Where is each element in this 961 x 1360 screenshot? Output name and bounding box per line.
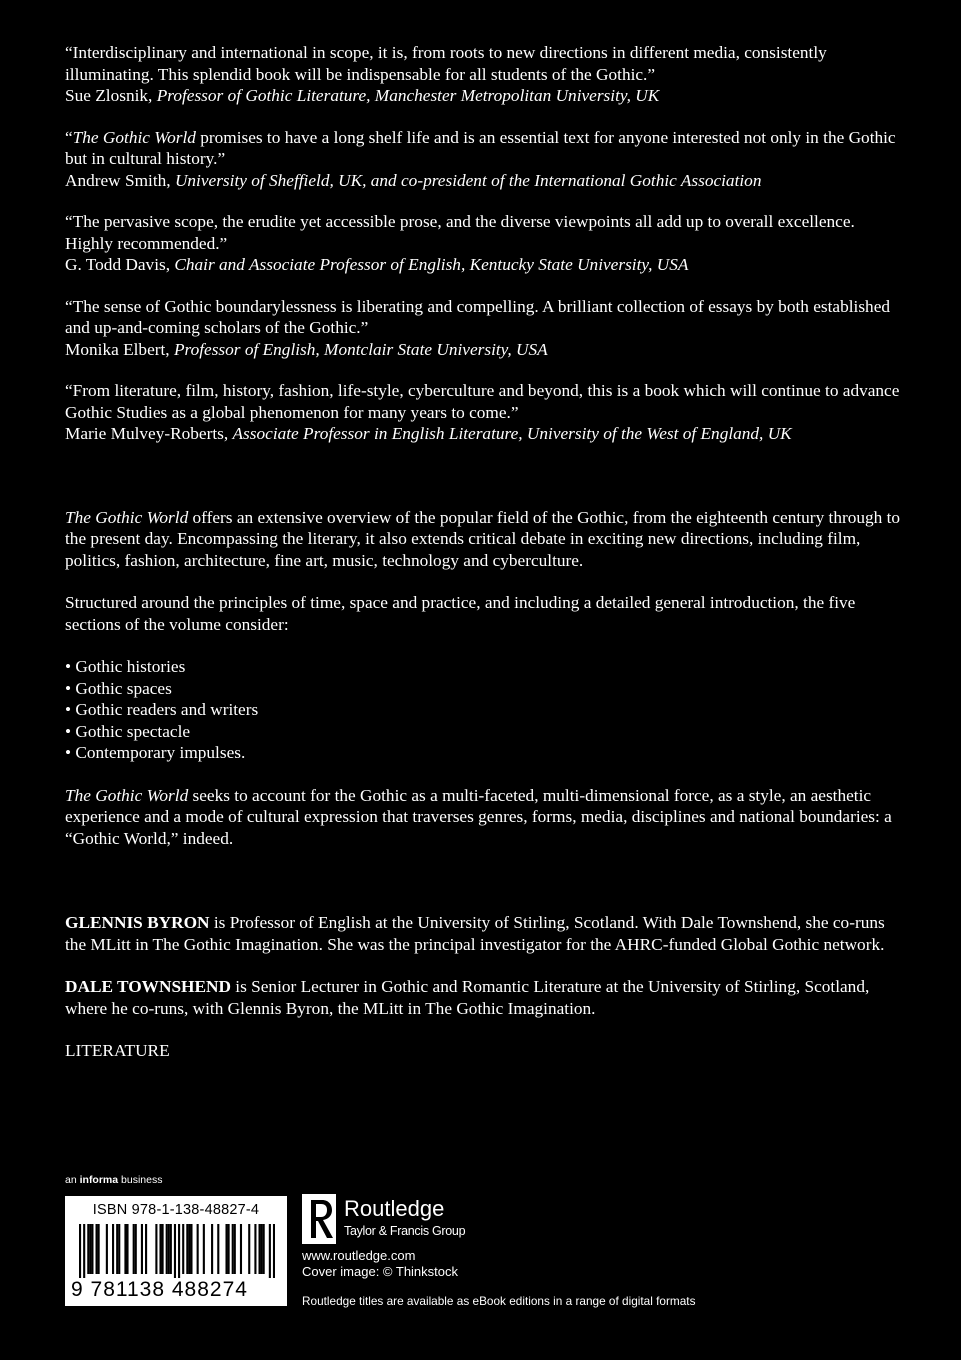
barcode-bar: [228, 1224, 230, 1274]
endorsement-attribution: [65, 254, 905, 276]
bio-text: is Professor of English at the University of Stirling, Scotland. With Dale Townshend, she co-runs the MLitt in The Gothic Imagination. She was the principal investigator for the AHRC-funded Global Gothic network.: [65, 913, 885, 954]
barcode-bar: [91, 1224, 93, 1274]
endorser-affiliation: Professor of English, Montclair State University, USA: [173, 339, 548, 359]
endorsements: [65, 42, 905, 445]
barcode-bar: [79, 1224, 81, 1278]
barcode-bar: [83, 1224, 85, 1278]
description-text: seeks to account for the Gothic as a multi-faceted, multi-dimensional force, as a style, an aesthetic experience and a mode of cultural expression that traverses genres, forms, media, disciplines and national boundaries: a “Gothic World,” indeed.: [65, 785, 892, 848]
barcode-bar: [124, 1224, 126, 1274]
barcode-bar: [162, 1224, 164, 1274]
barcode-bar: [89, 1224, 91, 1274]
barcode-bar: [174, 1224, 176, 1278]
endorser-affiliation: University of Sheffield, UK, and co-president of the International Gothic Association: [174, 170, 762, 190]
book-title-italic: The Gothic World: [72, 127, 196, 147]
barcode-bar: [258, 1224, 260, 1274]
barcode-bar: [116, 1224, 118, 1274]
barcode-bar: [240, 1224, 242, 1274]
barcode-bar: [98, 1224, 100, 1274]
quote-text: “The pervasive scope, the erudite yet accessible prose, and the diverse viewpoints all add up to overall excellence. Highly recommended.”: [65, 212, 855, 253]
list-item: • Contemporary impulses.: [65, 742, 905, 764]
endorser-name: G. Todd Davis,: [65, 255, 175, 274]
list-item: • Gothic readers and writers: [65, 699, 905, 721]
barcode-bar: [118, 1224, 120, 1274]
barcode-bar: [87, 1224, 89, 1274]
barcode-bar: [145, 1224, 147, 1274]
endorsement-attribution: [65, 423, 905, 445]
description-paragraph-2: Structured around the principles of time, space and practice, and including a detailed general introduction, the five sections of the volume consider:: [65, 593, 856, 634]
barcode-bar: [170, 1224, 172, 1274]
subject-category: LITERATURE: [65, 1041, 170, 1060]
barcode-bar: [254, 1224, 256, 1274]
list-item: • Gothic histories: [65, 656, 905, 678]
quote-text: “From literature, film, history, fashion, life-style, cyberculture and beyond, this is a book which will continue to advance Gothic Studies as a global phenomenon for many years to come.”: [65, 381, 900, 422]
barcode-bar: [178, 1224, 180, 1278]
quote-text: “The sense of Gothic boundarylessness is liberating and compelling. A brilliant collection of essays by both established and up-and-coming scholars of the Gothic.”: [65, 296, 891, 337]
description-paragraph-3: [65, 785, 905, 850]
endorsement-quote: [65, 211, 905, 276]
barcode: [79, 1224, 275, 1278]
barcode-bar: [261, 1224, 263, 1274]
barcode-bar: [168, 1224, 170, 1274]
barcode-bar: [166, 1224, 168, 1274]
list-item: • Gothic spectacle: [65, 721, 905, 743]
barcode-bar: [248, 1224, 250, 1274]
barcode-bar: [232, 1224, 234, 1274]
barcode-bar: [211, 1224, 213, 1274]
publisher-group: Taylor & Francis Group: [344, 1224, 466, 1238]
barcode-bar: [273, 1224, 275, 1278]
barcode-bar: [269, 1224, 271, 1278]
barcode-bar: [155, 1224, 157, 1274]
barcode-bar: [197, 1224, 199, 1274]
isbn-barcode-box: [65, 1196, 287, 1306]
barcode-bar: [135, 1224, 137, 1274]
publisher-name: Routledge: [344, 1196, 445, 1221]
endorser-affiliation: Associate Professor in English Literature, University of the West of England, UK: [232, 424, 792, 443]
quote-text: “: [65, 127, 73, 147]
barcode-bar: [190, 1224, 192, 1274]
topics-list: [65, 656, 905, 764]
author-name: GLENNIS BYRON: [65, 913, 210, 932]
barcode-bar: [182, 1224, 184, 1274]
ebook-note: Routledge titles are available as eBook editions in a range of digital formats: [302, 1294, 696, 1308]
endorser-name: Marie Mulvey-Roberts,: [65, 424, 233, 443]
barcode-bar: [234, 1224, 236, 1274]
back-cover-text: [65, 42, 905, 1062]
quote-text: promises to have a long shelf life and is an essential text for anyone interested not only in the Gothic but in cultural history.”: [65, 127, 896, 168]
endorser-affiliation: Chair and Associate Professor of English, Kentucky State University, USA: [174, 255, 689, 274]
publisher-url[interactable]: www.routledge.com: [302, 1248, 416, 1263]
barcode-bar: [186, 1224, 188, 1274]
isbn-label: ISBN 978-1-138-48827-4: [92, 1202, 260, 1218]
description-paragraph-1: [65, 507, 905, 572]
endorsement-quote: [65, 380, 905, 445]
barcode-bar: [106, 1224, 108, 1274]
barcode-bar: [225, 1224, 227, 1274]
description-text: offers an extensive overview of the popular field of the Gothic, from the eighteenth century through to the present day. Encompassing the literary, it also extends critical debate in exciting new directions, including film, politics, fashion, architecture, fine art, music, technology and cyberculture.: [65, 507, 901, 570]
endorsement-attribution: [65, 85, 905, 107]
informa-tagline: an informa business: [65, 1174, 163, 1186]
cover-image-credit: Cover image: © Thinkstock: [302, 1264, 459, 1279]
bio-text: is Senior Lecturer in Gothic and Romantic Literature at the University of Stirling, Scotland, where he co-runs, with Glennis Byron, the MLitt in The Gothic Imagination.: [65, 977, 870, 1018]
bio-dale-townshend: [65, 976, 905, 1019]
endorsement-attribution: [65, 339, 905, 361]
barcode-bar: [188, 1224, 190, 1274]
barcode-bar: [96, 1224, 98, 1274]
endorsement-quote: [65, 296, 905, 361]
barcode-bar: [133, 1224, 135, 1274]
endorsement-quote: [65, 127, 905, 192]
isbn-digits: 9 781138 488274: [71, 1278, 248, 1301]
list-item: • Gothic spaces: [65, 678, 905, 700]
endorsement-quote: [65, 42, 905, 107]
barcode-bar: [263, 1224, 265, 1274]
author-name: DALE TOWNSHEND: [65, 977, 231, 996]
barcode-bar: [141, 1224, 143, 1274]
book-title-italic: The Gothic World: [65, 785, 189, 805]
book-title-italic: The Gothic World: [65, 507, 189, 527]
endorser-name: Sue Zlosnik,: [65, 86, 157, 105]
barcode-bar: [126, 1224, 128, 1274]
bio-glennis-byron: [65, 912, 905, 955]
endorser-name: Andrew Smith,: [65, 170, 175, 190]
quote-text: “Interdisciplinary and international in scope, it is, from roots to new directions in different media, consistently illuminating. This splendid book will be indispensable for all students of the Gothic.”: [65, 43, 827, 84]
barcode-bar: [203, 1224, 205, 1274]
barcode-bar: [217, 1224, 219, 1274]
barcode-bar: [159, 1224, 161, 1274]
barcode-bar: [112, 1224, 114, 1274]
endorser-affiliation: Professor of Gothic Literature, Manchester Metropolitan University, UK: [156, 86, 660, 105]
endorsement-attribution: [65, 170, 905, 192]
routledge-logo-icon: [302, 1194, 336, 1244]
endorser-name: Monika Elbert,: [65, 339, 174, 359]
